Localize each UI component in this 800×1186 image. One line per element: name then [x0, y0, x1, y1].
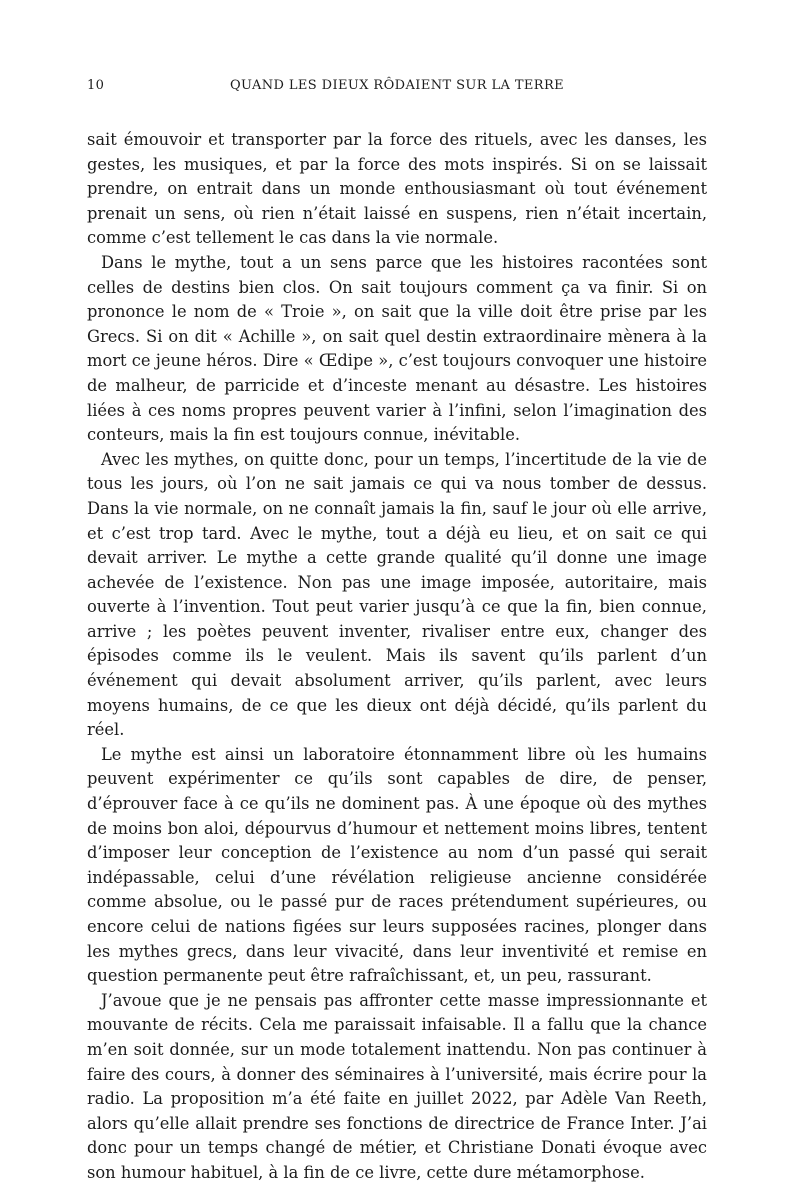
paragraph: Dans le mythe, tout a un sens parce que les histoires racontées sont celles de destins bien clos. On sait toujours comment ça va finir. Si on prononce le nom de « Troie », on sait que la ville doit être prise par les Grecs. Si on dit « Achille », on sait quel destin extraordinaire mènera à la mort ce jeune héros. Dire « Œdipe », c’est toujours convoquer une histoire de malheur, de parricide et d’inceste menant au désastre. Les histoires liées à ces noms propres peuvent varier à l’infini, selon l’imagination des conteurs, mais la fin est toujours connue, inévitable. [87, 252, 707, 445]
page-number: 10 [87, 78, 105, 93]
body-text [87, 128, 707, 1186]
paragraph: Avec les mythes, on quitte donc, pour un temps, l’incertitude de la vie de tous les jours, où l’on ne sait jamais ce qui va nous tomber de dessus. Dans la vie normale, on ne connaît jamais la fin, sauf le jour où elle arrive, et c’est trop tard. Avec le mythe, tout a déjà eu lieu, et on sait ce qui devait arriver. Le mythe a cette grande qualité qu’il donne une image achevée de l’existence. Non pas une image imposée, autoritaire, mais ouverte à l’invention. Tout peut varier jusqu’à ce que la fin, bien connue, arrive ; les poètes peuvent inventer, rivaliser entre eux, changer des épisodes comme ils le veulent. Mais ils savent qu’ils parlent d’un événement qui devait absolument arriver, qu’ils parlent, avec leurs moyens humains, de ce que les dieux ont déjà décidé, qu’ils parlent du réel. [87, 449, 707, 740]
paragraph: sait émouvoir et transporter par la force des rituels, avec les danses, les gestes, les musiques, et par la force des mots inspirés. Si on se laissait prendre, on entrait dans un monde enthousiasmant où tout événement prenait un sens, où rien n’était laissé en suspens, rien n’était incertain, comme c’est tellement le cas dans la vie normale. [87, 130, 707, 248]
paragraph: Le mythe est ainsi un laboratoire étonnamment libre où les humains peuvent expérimenter ce qu’ils sont capables de dire, de penser, d’éprouver face à ce qu’ils ne dominent pas. À une époque où des mythes de moins bon aloi, dépourvus d’humour et nettement moins libres, tentent d’imposer leur conception de l’existence au nom d’un passé qui serait indépassable, celui d’une révélation religieuse ancienne considérée comme absolue, ou le passé pur de races prétendument supérieures, ou encore celui de nations figées sur leurs supposées racines, plonger dans les mythes grecs, dans leur vivacité, dans leur inventivité et remise en question permanente peut être rafraîchissant, et, un peu, rassurant. [87, 744, 707, 986]
running-title: QUAND LES DIEUX RÔDAIENT SUR LA TERRE [229, 78, 565, 93]
paragraph: J’avoue que je ne pensais pas affronter cette masse impressionnante et mouvante de récits. Cela me paraissait infaisable. Il a fallu que la chance m’en soit donnée, sur un mode totalement inattendu. Non pas continuer à faire des cours, à donner des séminaires à l’université, mais écrire pour la radio. La proposition m’a été faite en juillet 2022, par Adèle Van Reeth, alors qu’elle allait prendre ses fonctions de directrice de France Inter. J’ai donc pour un temps changé de métier, et Christiane Donati évoque avec son humour habituel, à la fin de ce livre, cette dure métamorphose. [87, 990, 707, 1182]
